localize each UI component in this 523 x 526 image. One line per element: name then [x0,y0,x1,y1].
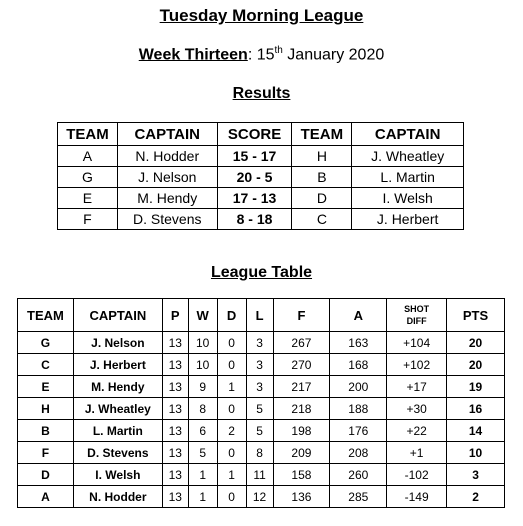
league-col-won: W [188,299,217,332]
cell-played: 13 [162,398,188,420]
cell-lost: 12 [246,486,273,508]
cell-team: D [292,188,352,209]
league-col-against: A [330,299,387,332]
cell-captain: I. Welsh [352,188,464,209]
cell-shot-diff: +17 [387,376,447,398]
cell-played: 13 [162,376,188,398]
table-row [58,188,464,209]
cell-team: C [292,209,352,230]
table-row [18,376,505,398]
cell-for: 217 [273,376,330,398]
cell-won: 1 [188,464,217,486]
cell-played: 13 [162,332,188,354]
table-row [18,332,505,354]
cell-won: 1 [188,486,217,508]
cell-won: 10 [188,354,217,376]
cell-lost: 5 [246,398,273,420]
cell-team: E [58,188,118,209]
cell-drawn: 0 [217,354,246,376]
cell-against: 168 [330,354,387,376]
cell-drawn: 1 [217,464,246,486]
table-row [58,167,464,188]
cell-shot-diff: -102 [387,464,447,486]
cell-played: 13 [162,464,188,486]
cell-team: D [18,464,74,486]
table-row [58,146,464,167]
league-col-team: TEAM [18,299,74,332]
cell-won: 8 [188,398,217,420]
cell-captain: I. Welsh [73,464,162,486]
cell-against: 200 [330,376,387,398]
league-col-drawn: D [217,299,246,332]
cell-captain: L. Martin [352,167,464,188]
cell-captain: D. Stevens [73,442,162,464]
cell-played: 13 [162,354,188,376]
cell-for: 270 [273,354,330,376]
cell-points: 3 [447,464,505,486]
league-col-shot-diff [387,299,447,332]
cell-shot-diff: +104 [387,332,447,354]
week-line [0,45,523,64]
cell-team: G [18,332,74,354]
cell-team: B [292,167,352,188]
table-row [58,209,464,230]
cell-won: 6 [188,420,217,442]
cell-drawn: 0 [217,332,246,354]
cell-shot-diff: +22 [387,420,447,442]
cell-against: 208 [330,442,387,464]
league-table-heading: League Table [210,264,313,281]
cell-shot-diff: +1 [387,442,447,464]
cell-points: 2 [447,486,505,508]
cell-won: 5 [188,442,217,464]
week-label: Week Thirteen [138,46,248,64]
table-row [18,354,505,376]
league-table [17,298,505,508]
cell-for: 209 [273,442,330,464]
cell-won: 9 [188,376,217,398]
cell-score: 15 - 17 [217,146,292,167]
league-col-for: F [273,299,330,332]
cell-score: 8 - 18 [217,209,292,230]
results-col-score: SCORE [217,123,292,146]
cell-captain: J. Wheatley [73,398,162,420]
cell-lost: 8 [246,442,273,464]
cell-points: 14 [447,420,505,442]
cell-captain: N. Hodder [117,146,217,167]
cell-drawn: 0 [217,442,246,464]
cell-against: 285 [330,486,387,508]
cell-points: 16 [447,398,505,420]
cell-against: 163 [330,332,387,354]
cell-shot-diff: +102 [387,354,447,376]
diff-label: DIFF [406,316,427,326]
cell-score: 20 - 5 [217,167,292,188]
results-col-team: TEAM [58,123,118,146]
cell-against: 260 [330,464,387,486]
cell-captain: D. Stevens [117,209,217,230]
cell-lost: 3 [246,354,273,376]
cell-score: 17 - 13 [217,188,292,209]
cell-captain: M. Hendy [73,376,162,398]
cell-team: F [18,442,74,464]
cell-for: 218 [273,398,330,420]
cell-against: 188 [330,398,387,420]
cell-played: 13 [162,442,188,464]
cell-captain: J. Herbert [352,209,464,230]
table-row [18,398,505,420]
week-date-suffix: th [274,45,283,56]
cell-points: 20 [447,332,505,354]
cell-for: 158 [273,464,330,486]
cell-lost: 11 [246,464,273,486]
league-col-played: P [162,299,188,332]
cell-drawn: 2 [217,420,246,442]
league-col-lost: L [246,299,273,332]
week-date-day: : 15 [247,46,275,64]
league-col-captain: CAPTAIN [73,299,162,332]
cell-points: 20 [447,354,505,376]
cell-team: B [18,420,74,442]
results-heading: Results [232,85,291,102]
league-col-points: PTS [447,299,505,332]
league-header-row [18,299,505,332]
cell-captain: M. Hendy [117,188,217,209]
cell-captain: J. Wheatley [352,146,464,167]
table-row [18,442,505,464]
cell-team: A [58,146,118,167]
results-col-captain: CAPTAIN [117,123,217,146]
cell-captain: N. Hodder [73,486,162,508]
cell-won: 10 [188,332,217,354]
table-row [18,486,505,508]
cell-drawn: 0 [217,486,246,508]
cell-played: 13 [162,420,188,442]
cell-lost: 3 [246,376,273,398]
shot-label: SHOT [404,304,430,314]
cell-team: G [58,167,118,188]
results-col-team-2: TEAM [292,123,352,146]
cell-for: 198 [273,420,330,442]
cell-shot-diff: +30 [387,398,447,420]
cell-for: 136 [273,486,330,508]
cell-team: C [18,354,74,376]
cell-captain: J. Nelson [117,167,217,188]
cell-team: H [18,398,74,420]
cell-captain: L. Martin [73,420,162,442]
table-row [18,420,505,442]
cell-team: F [58,209,118,230]
cell-points: 10 [447,442,505,464]
cell-drawn: 1 [217,376,246,398]
cell-for: 267 [273,332,330,354]
cell-team: E [18,376,74,398]
results-col-captain-2: CAPTAIN [352,123,464,146]
cell-captain: J. Herbert [73,354,162,376]
results-header-row [58,123,464,146]
cell-captain: J. Nelson [73,332,162,354]
cell-played: 13 [162,486,188,508]
week-date-rest: January 2020 [282,46,385,64]
table-row [18,464,505,486]
results-table [57,122,464,230]
cell-shot-diff: -149 [387,486,447,508]
cell-against: 176 [330,420,387,442]
page-title: Tuesday Morning League [159,6,364,25]
cell-lost: 3 [246,332,273,354]
cell-drawn: 0 [217,398,246,420]
cell-points: 19 [447,376,505,398]
cell-team: H [292,146,352,167]
cell-team: A [18,486,74,508]
cell-lost: 5 [246,420,273,442]
